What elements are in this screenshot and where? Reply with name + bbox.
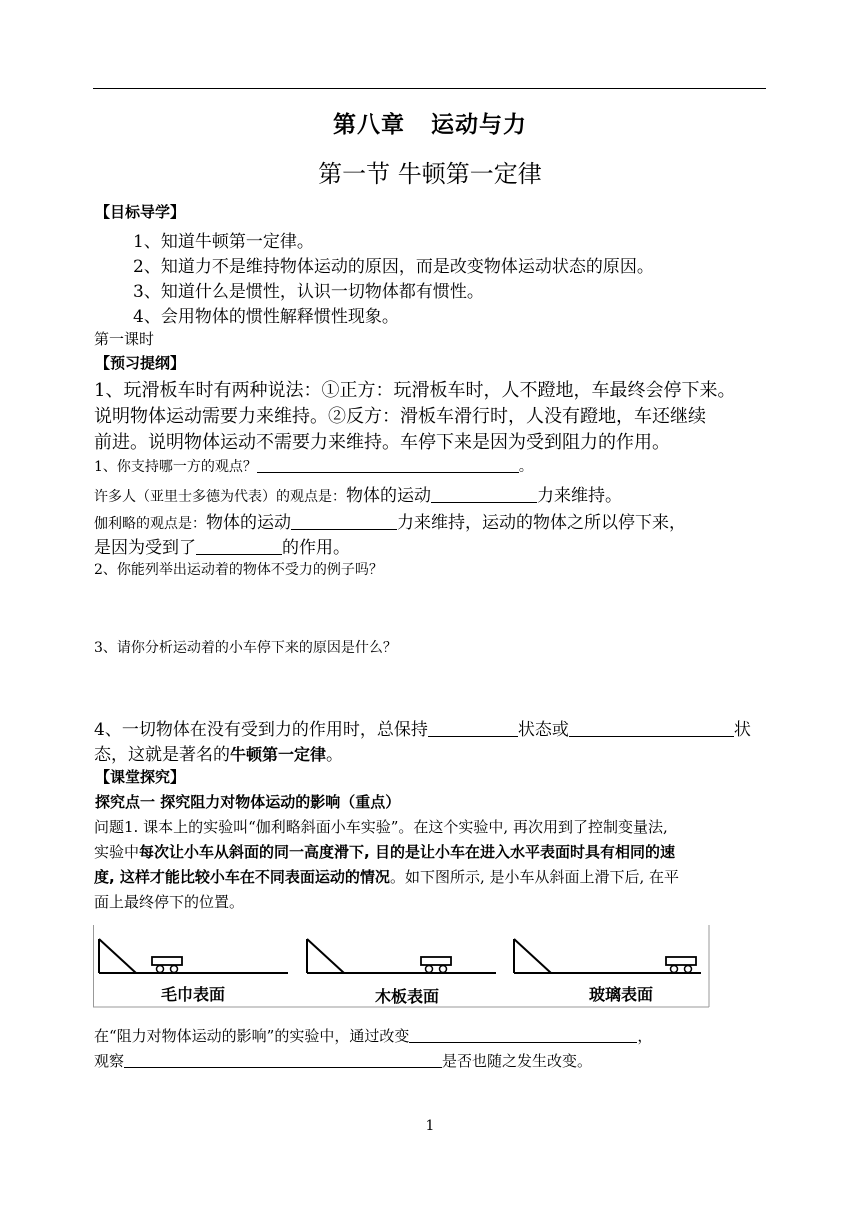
- goals-heading: 【目标导学】: [95, 203, 186, 221]
- change-variable-line: 在“阻力对物体运动的影响”的实验中，通过改变 ，: [94, 1027, 653, 1045]
- answer-blank-state-2[interactable]: [569, 719, 734, 737]
- answer-blank-observe[interactable]: [124, 1052, 442, 1068]
- incline-experiment-figure: [93, 925, 710, 1010]
- goal-item-4: 4、会用物体的惯性解释惯性现象。: [133, 307, 399, 327]
- lesson-label: 第一课时: [94, 330, 155, 348]
- galileo-view-cont: 是因为受到了 的作用。: [94, 538, 350, 558]
- figure-label-wood: 木板表面: [374, 987, 440, 1006]
- header-rule: [93, 88, 766, 89]
- cart-icon: [666, 957, 696, 973]
- goal-item-1: 1、知道牛顿第一定律。: [133, 232, 314, 252]
- towel-surface-setup: [99, 939, 288, 1004]
- preview-paragraph-line-1: 1、玩滑板车时有两种说法：①正方：玩滑板车时，人不蹬地，车最终会停下来。: [94, 380, 736, 401]
- glass-surface-setup: [514, 939, 701, 1004]
- question-no-force-example: 2、你能列举出运动着的物体不受力的例子吗？: [94, 562, 383, 578]
- goal-item-3: 3、知道什么是惯性，认识一切物体都有惯性。: [133, 282, 484, 302]
- question-newton-law: 4、一切物体在没有受到力的作用时，总保持 状态或 状: [94, 720, 751, 740]
- explore-q1-line-3: 度, 这样才能比较小车在不同表面运动的情况。如下图所示, 是小车从斜面上滑下后, 在平: [94, 868, 680, 886]
- figure-label-glass: 玻璃表面: [588, 985, 654, 1004]
- preview-paragraph-line-2: 说明物体运动需要力来维持。②反方：滑板车滑行时，人没有蹬地，车还继续: [94, 406, 706, 427]
- explore-q1-line-1: 问题1. 课本上的实验叫“伽利略斜面小车实验”。在这个实验中, 再次用到了控制变量法,: [94, 818, 668, 836]
- answer-blank-state-1[interactable]: [428, 719, 518, 737]
- explore-heading: 【课堂探究】: [95, 768, 186, 786]
- question-newton-law-cont: 态，这就是著名的牛顿第一定律。: [94, 745, 344, 765]
- cart-icon: [421, 957, 451, 973]
- question-car-stop-reason: 3、请你分析运动着的小车停下来的原因是什么？: [94, 640, 397, 656]
- page-number: 1: [425, 1118, 435, 1134]
- question-support-side: 1、你支持哪一方的观点？ 。: [94, 456, 533, 476]
- preview-heading: 【预习提纲】: [95, 354, 186, 372]
- chapter-title: 运动与力: [431, 112, 527, 138]
- answer-blank-side[interactable]: [257, 456, 519, 473]
- explore-point-1: 探究点一 探究阻力对物体运动的影响（重点）: [95, 793, 401, 811]
- wood-surface-setup: [307, 939, 496, 1006]
- observe-line: 观察 是否也随之发生改变。: [94, 1052, 593, 1070]
- answer-blank-galileo[interactable]: [291, 513, 397, 530]
- aristotle-view: 许多人（亚里士多德为代表）的观点是：物体的运动 力来维持。: [94, 486, 622, 506]
- explore-q1-line-4: 面上最终停下的位置。: [94, 893, 245, 911]
- chapter-heading: [0, 106, 860, 139]
- answer-blank-change[interactable]: [409, 1027, 637, 1043]
- explore-q1-line-2: 实验中每次让小车从斜面的同一高度滑下, 目的是让小车在进入水平表面时具有相同的速: [94, 843, 675, 861]
- chapter-number: 第八章: [333, 112, 405, 138]
- galileo-view: 伽利略的观点是：物体的运动 力来维持，运动的物体之所以停下来，: [94, 513, 686, 533]
- figure-label-towel: 毛巾表面: [160, 985, 226, 1004]
- answer-blank-force[interactable]: [196, 538, 282, 555]
- goal-item-2: 2、知道力不是维持物体运动的原因，而是改变物体运动状态的原因。: [133, 257, 654, 277]
- section-title: 第一节 牛顿第一定律: [318, 160, 542, 188]
- answer-blank-aristotle[interactable]: [431, 486, 537, 503]
- cart-icon: [152, 957, 182, 973]
- preview-paragraph-line-3: 前进。说明物体运动不需要力来维持。车停下来是因为受到阻力的作用。: [94, 432, 670, 453]
